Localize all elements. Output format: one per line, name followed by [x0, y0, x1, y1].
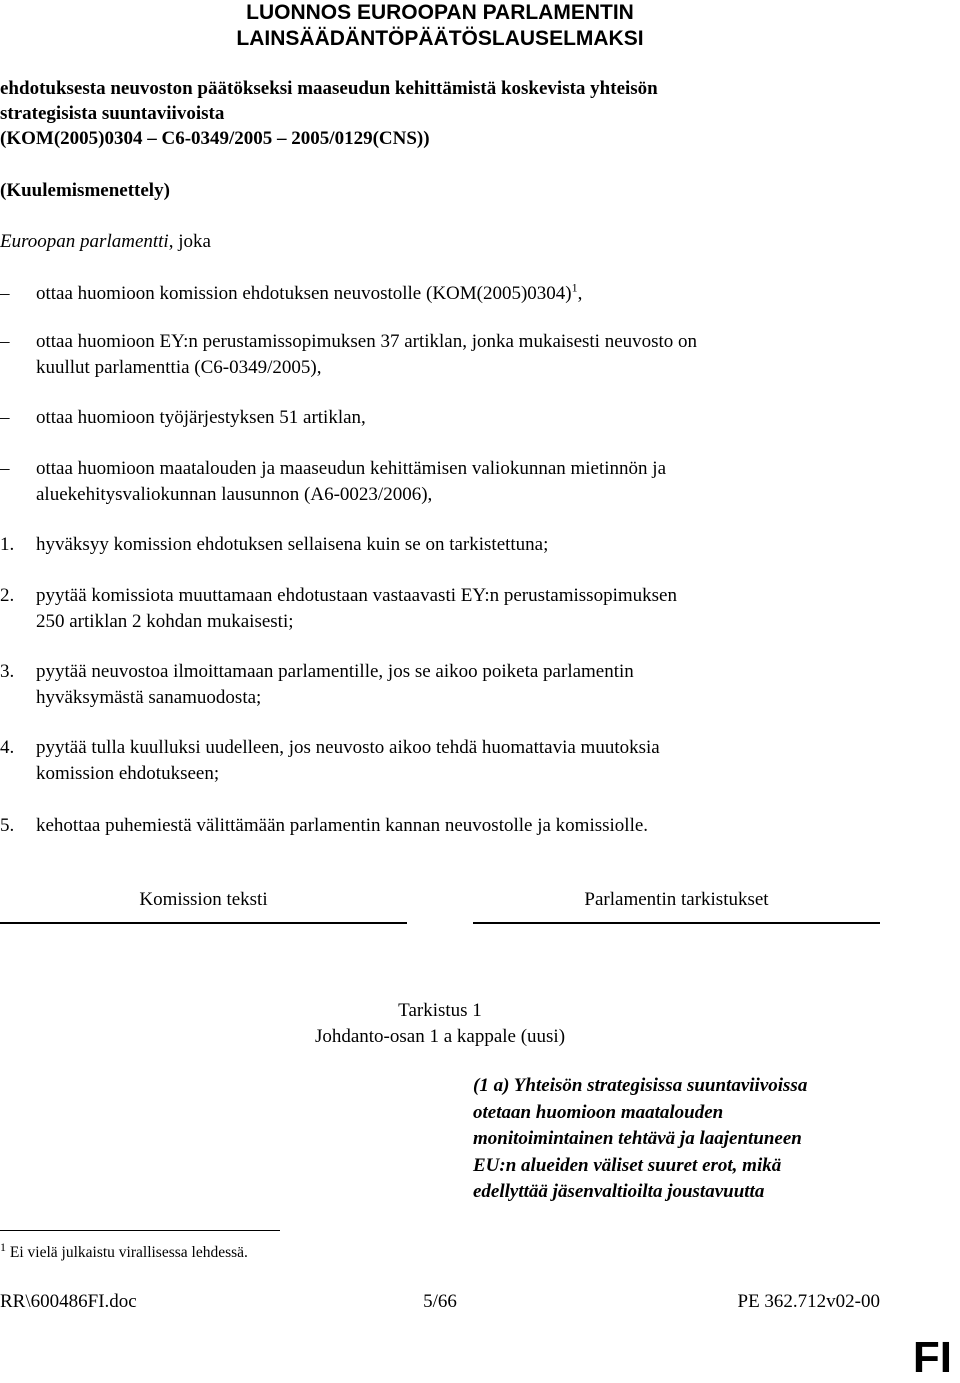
item-number: 5.: [0, 815, 15, 836]
item-text-line2: komission ehdotukseen;: [36, 763, 220, 784]
citation-tail: ,: [577, 283, 583, 304]
column-header-parliament: Parlamentin tarkistukset: [584, 889, 769, 910]
citation-text-line1: ottaa huomioon maatalouden ja maaseudun kehittämisen valiokunnan mietinnön ja: [36, 458, 667, 479]
dash-marker: –: [0, 283, 10, 304]
item-number: 3.: [0, 661, 15, 682]
item-number: 4.: [0, 737, 15, 758]
item-text: kehottaa puhemiestä välittämään parlamentin kannan neuvostolle ja komissiolle.: [36, 815, 649, 836]
amendment-text-line1: (1 a) Yhteisön strategisissa suuntaviivoissa: [473, 1075, 808, 1096]
subject-line1: ehdotuksesta neuvoston päätökseksi maaseudun kehittämistä koskevista yhteisön: [0, 78, 658, 99]
item-text-line1: pyytää neuvostoa ilmoittamaan parlamentille, jos se aikoo poiketa parlamentin: [36, 661, 634, 682]
column-rule-right: [473, 922, 880, 924]
amendment-text: [473, 1073, 893, 1206]
footer-page-number: 5/66: [423, 1291, 457, 1312]
procedure-label: (Kuulemismenettely): [0, 180, 170, 201]
citation-text-line2: kuullut parlamenttia (C6-0349/2005),: [36, 357, 322, 378]
amendment-text-line2: otetaan huomioon maatalouden: [473, 1101, 724, 1123]
footnote-number: 1: [0, 1239, 6, 1254]
amendment-text-line4: EU:n alueiden väliset suuret erot, mikä: [473, 1154, 782, 1176]
document-title-line2: LAINSÄÄDÄNTÖPÄÄTÖSLAUSELMAKSI: [236, 27, 644, 50]
footnote: [0, 1239, 248, 1263]
item-number: 2.: [0, 585, 15, 606]
dash-marker: –: [0, 407, 10, 428]
intro-rest: , joka: [168, 231, 211, 252]
footer-doc-ref: RR\600486FI.doc: [0, 1291, 137, 1312]
citation-text: ottaa huomioon työjärjestyksen 51 artiklan,: [36, 407, 366, 428]
footnote-separator: [0, 1230, 280, 1231]
intro-parliament: Euroopan parlamentti: [0, 231, 169, 252]
item-text-line1: pyytää tulla kuulluksi uudelleen, jos neuvosto aikoo tehdä huomattavia muutoksia: [36, 737, 660, 758]
item-text-line2: hyväksymästä sanamuodosta;: [36, 687, 262, 708]
amendment-text-line3: monitoimintainen tehtävä ja laajentuneen: [473, 1128, 802, 1149]
intro-line: [0, 229, 211, 255]
footnote-text: Ei vielä julkaistu virallisessa lehdessä.: [9, 1244, 248, 1261]
subject-line2: strategisista suuntaviivoista: [0, 103, 225, 124]
language-code: FI: [912, 1333, 952, 1382]
citation-text-line2: aluekehitysvaliokunnan lausunnon (A6-0023/2006),: [36, 484, 433, 505]
amendment-title: Tarkistus 1: [398, 1000, 482, 1021]
citation-text-line1: ottaa huomioon EY:n perustamissopimuksen 37 artiklan, jonka mukaisesti neuvosto on: [36, 331, 698, 352]
footer-pe-ref: PE 362.712v02-00: [737, 1291, 880, 1312]
column-header-commission: Komission teksti: [139, 889, 268, 910]
subject-line3: (KOM(2005)0304 – C6-0349/2005 – 2005/0129(CNS)): [0, 128, 430, 149]
item-number: 1.: [0, 534, 15, 555]
item-text-line1: pyytää komissiota muuttamaan ehdotustaan vastaavasti EY:n perustamissopimuksen: [36, 585, 677, 606]
column-rule-left: [0, 922, 407, 924]
citation-text: ottaa huomioon komission ehdotuksen neuvostolle (KOM(2005)0304): [36, 283, 572, 304]
item-text: hyväksyy komission ehdotuksen sellaisena kuin se on tarkistettuna;: [36, 534, 549, 555]
footnote-ref: 1: [571, 280, 578, 295]
amendment-text-line5: edellyttää jäsenvaltioilta joustavuutta: [473, 1181, 765, 1202]
dash-marker: –: [0, 331, 10, 352]
dash-marker: –: [0, 458, 10, 479]
amendment-subtitle: Johdanto-osan 1 a kappale (uusi): [314, 1026, 566, 1047]
document-title-line1: LUONNOS EUROOPAN PARLAMENTIN: [246, 1, 634, 24]
item-text-line2: 250 artiklan 2 kohdan mukaisesti;: [36, 611, 294, 632]
